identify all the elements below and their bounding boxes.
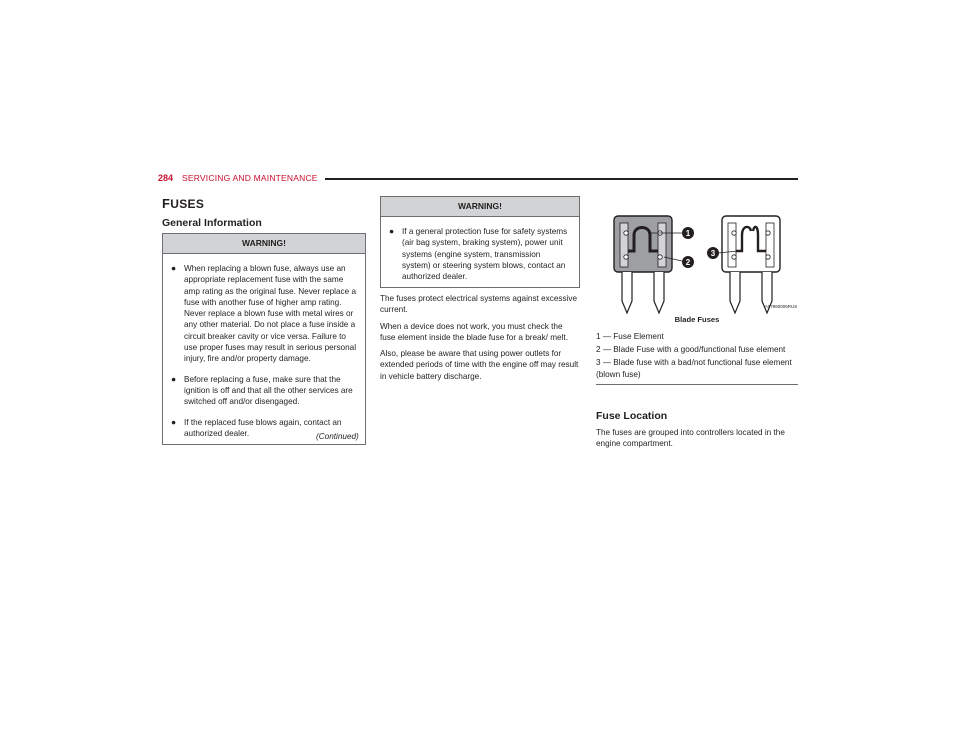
legend-item: 1 — Fuse Element [596,332,664,341]
general-information-heading: General Information [162,217,262,229]
warning-box-2 [380,196,580,288]
warning-bullet: ● When replacing a blown fuse, always use an appropriate replacement fuse with the same amp rating as the original fuse. Never replace a fuse with another fuse of higher amp rating. Never replace a blown fuse with metal wires or any other material. Do not place a fuse inside a circuit breaker cavity or vice versa. Failure to use proper fuses may result in serious personal injury, fire and/or property damage. [171,263,357,364]
legend-item: 2 — Blade Fuse with a good/functional fuse element [596,345,786,354]
bullet-icon: ● [171,263,177,273]
fuse-location-heading: Fuse Location [596,410,668,422]
warning-box-1 [162,233,366,445]
svg-text:1: 1 [685,229,691,238]
paragraph: The fuses protect electrical systems against excessive current. [380,294,578,315]
svg-text:3: 3 [710,249,716,258]
continued-label: (Continued) [316,432,359,441]
bullet-icon: ● [171,416,177,427]
warning-heading: WARNING! [381,197,579,217]
paragraph: Also, please be aware that using power outlets for extended periods of time with the engine off may result in vehicle battery discharge. [380,349,579,381]
column-left [162,196,366,229]
warning-bullet: ● If the replaced fuse blows again, contact an authorized dealer. [171,416,342,438]
figure-caption: Blade Fuses [674,315,720,324]
page-header [158,173,798,187]
figure-code: A07960006RUS [764,304,798,309]
bullet-icon: ● [389,226,395,236]
callout-3 [707,247,719,259]
callout-1 [682,227,694,239]
section-name: SERVICING AND MAINTENANCE [182,173,318,183]
good-fuse-image [614,216,672,313]
bullet-icon: ● [171,373,177,384]
fuse-location-text: The fuses are grouped into controllers located in the engine compartment. [596,428,785,449]
callout-2 [682,256,694,268]
body-text [380,293,580,387]
svg-text:2: 2 [685,258,691,267]
paragraph: When a device does not work, you must check the fuse element inside the blade fuse for a break/ melt. [380,321,568,342]
blown-fuse-image [722,216,780,313]
header-rule [325,178,798,180]
blade-fuse-illustration [606,213,816,318]
page-title: FUSES [162,196,205,211]
warning-bullet: ● If a general protection fuse for safety systems (air bag system, braking system), power unit systems (engine system, transmission system) or steering system blows, contact an authorized dealer. [389,226,568,282]
figure-legend [596,331,798,385]
page-number: 284 [158,173,174,183]
warning-heading: WARNING! [163,234,365,254]
warning-bullet: ● Before replacing a fuse, make sure that the ignition is off and that all the other services are switched off and/or disengaged. [171,373,353,407]
legend-item: 3 — Blade fuse with a bad/not functional fuse element (blown fuse) [596,358,792,379]
